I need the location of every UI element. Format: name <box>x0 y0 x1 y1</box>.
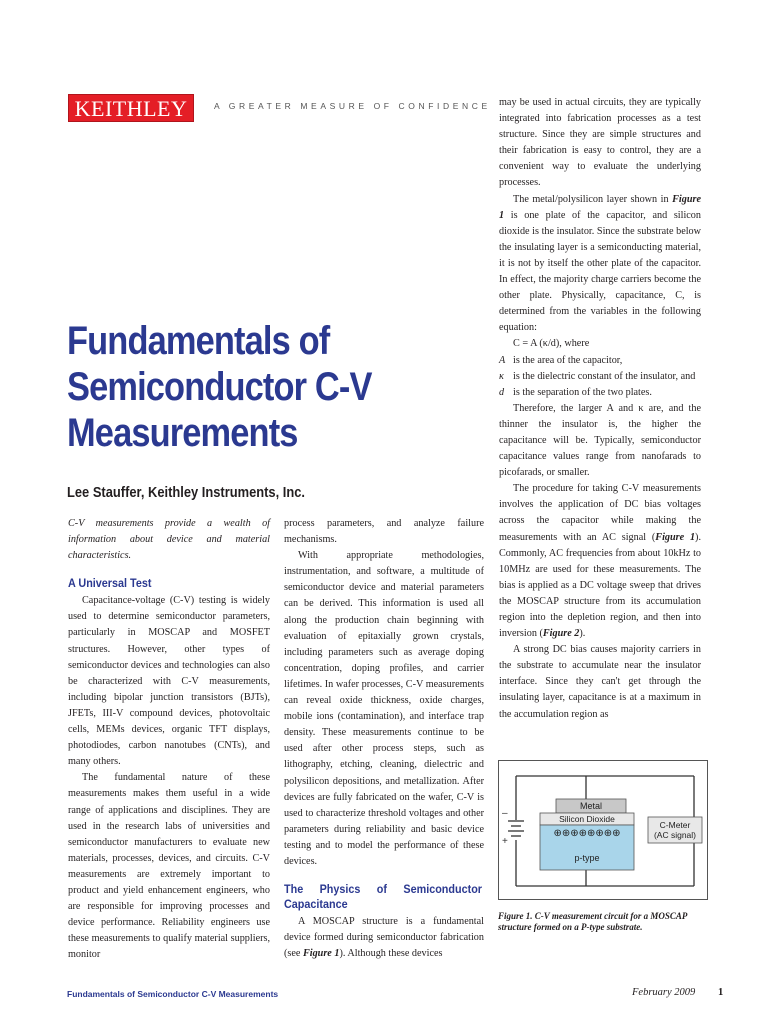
paragraph: Therefore, the larger A and κ are, and the thinner the insulator is, the higher the capacitance will be. Typically, semiconductor capacitance values range from nanofarads to picofarads, or smaller. <box>499 402 701 479</box>
section-heading-universal-test: A Universal Test <box>68 576 152 591</box>
column-1 <box>68 516 270 963</box>
paragraph: A strong DC bias causes majority carriers in the substrate to accumulate near the insulator interface. Since they can't get through the insulating layer, capacitance is at a maximum in the accumulation region as <box>499 644 701 720</box>
paragraph: may be used in actual circuits, they are typically integrated into fabrication processes as a test structure. Since they are simple structures and their fabrication is easy to control, they are a convenient way to evaluate the underlying processes. <box>499 97 701 189</box>
figure-1-reference: Figure 1 <box>655 531 696 543</box>
paragraph: The metal/polysilicon layer shown in Figure 1 is one plate of the capacitor, and silicon dioxide is the insulator. Since the substrate below the insulating layer is a semiconducting material, it is not by itself the other plate of the capacitor. In effect, the majority charge carriers become the other plate. Physically, capacitance, C, is determined from the variables in the following equation: <box>499 193 701 334</box>
intro-text: C-V measurements provide a wealth of information about device and material characteristics. <box>68 518 270 562</box>
paragraph: A MOSCAP structure is a fundamental device formed during semiconductor fabrication (see Figure 1). Although these devices <box>284 916 484 960</box>
plus-terminal-label: + <box>502 836 508 847</box>
column-3 <box>499 95 701 723</box>
footer-date: February 2009 <box>632 987 696 998</box>
title-line-2: Semiconductor C-V <box>67 365 372 409</box>
column-2 <box>284 516 484 962</box>
page-title <box>67 318 420 456</box>
footer-title: Fundamentals of Semiconductor C-V Measurements <box>67 989 279 999</box>
definition-a: A is the area of the capacitor, <box>499 354 623 366</box>
keithley-logo: KEITHLEY <box>68 94 194 122</box>
metal-label: Metal <box>579 801 603 811</box>
paragraph: The fundamental nature of these measurements makes them useful in a wide range of applications and disciplines. They are used in the research labs of universities and semiconductor manufacturers to evaluate new materials, processes, devices, and circuits. C-V measurements are extremely important to product and yield enhancement engineers, who are responsible for improving processes and device performance. Reliability engineers use these measurements to qualify material suppliers, monitor <box>68 772 270 961</box>
page-number: 1 <box>718 987 724 998</box>
p-type-label: p-type <box>574 853 600 863</box>
title-line-3: Measurements <box>67 411 298 455</box>
definition-kappa: κ is the dielectric constant of the insulator, and <box>499 370 696 382</box>
c-meter-signal-label: (AC signal) <box>653 830 697 840</box>
author-line: Lee Stauffer, Keithley Instruments, Inc. <box>67 484 306 501</box>
figure-1-reference: Figure 1 <box>499 193 701 221</box>
paragraph: Capacitance-voltage (C-V) testing is widely used to determine semiconductor parameters, particularly in MOSCAP and MOSFET structures. However, other types of semiconductor devices and technologies can also be characterized with C-V measurements, including bipolar junction transistors (BJTs), JFETs, III-V compound devices, photovoltaic cells, MEMs devices, organic TFT displays, photodiodes, carbon nanotubes (CNTs), and many others. <box>68 595 270 768</box>
c-meter-label: C-Meter <box>659 820 691 830</box>
minus-terminal-label: – <box>502 808 508 819</box>
oxide-label: Silicon Dioxide <box>559 814 615 824</box>
paragraph: process parameters, and analyze failure mechanisms. <box>284 518 484 546</box>
section-heading-physics: The Physics of Semiconductor Capacitance <box>284 882 482 912</box>
paragraph: The procedure for taking C-V measurements involves the application of DC bias voltages across the capacitor while making the measurements with an AC signal (Figure 1). Commonly, AC frequencies from about 10kHz to 10MHz are used for these measurements. The bias is applied as a DC voltage sweep that drives the MOSCAP structure from its accumulation region into the depletion region, and then into inversion (Figure 2). <box>499 483 701 640</box>
figure-2-reference: Figure 2 <box>542 628 580 640</box>
figure-1-caption: Figure 1. C-V measurement circuit for a MOSCAP structure formed on a P-type substrate. <box>498 911 688 932</box>
title-line-1: Fundamentals of <box>67 319 330 363</box>
definition-d: d is the separation of the two plates. <box>499 386 652 398</box>
figure-1-reference: Figure 1 <box>302 948 340 960</box>
paragraph: With appropriate methodologies, instrumentation, and software, a multitude of semiconductor device and material parameters can be derived. This information is used all along the production chain beginning with evaluation of epitaxially grown crystals, including parameters such as average doping concentration, doping profiles, and carrier lifetimes. In wafer processes, C-V measurements can reveal oxide thickness, oxide charges, mobile ions (contamination), and interface trap density. These measurements continue to be used after other process steps, such as lithography, etching, cleaning, dielectric and polysilicon depositions, and metallization. After devices are fully fabricated on the wafer, C-V is used to characterize threshold voltages and other parameters during reliability and basic device testing and to model the performance of these devices. <box>284 550 484 867</box>
figure-1-diagram <box>498 760 708 900</box>
positive-charges: ⊕⊕⊕⊕⊕⊕⊕⊕ <box>553 828 621 839</box>
capacitance-equation: C = A (κ/d), where <box>513 338 590 350</box>
tagline: A GREATER MEASURE OF CONFIDENCE <box>214 101 491 111</box>
